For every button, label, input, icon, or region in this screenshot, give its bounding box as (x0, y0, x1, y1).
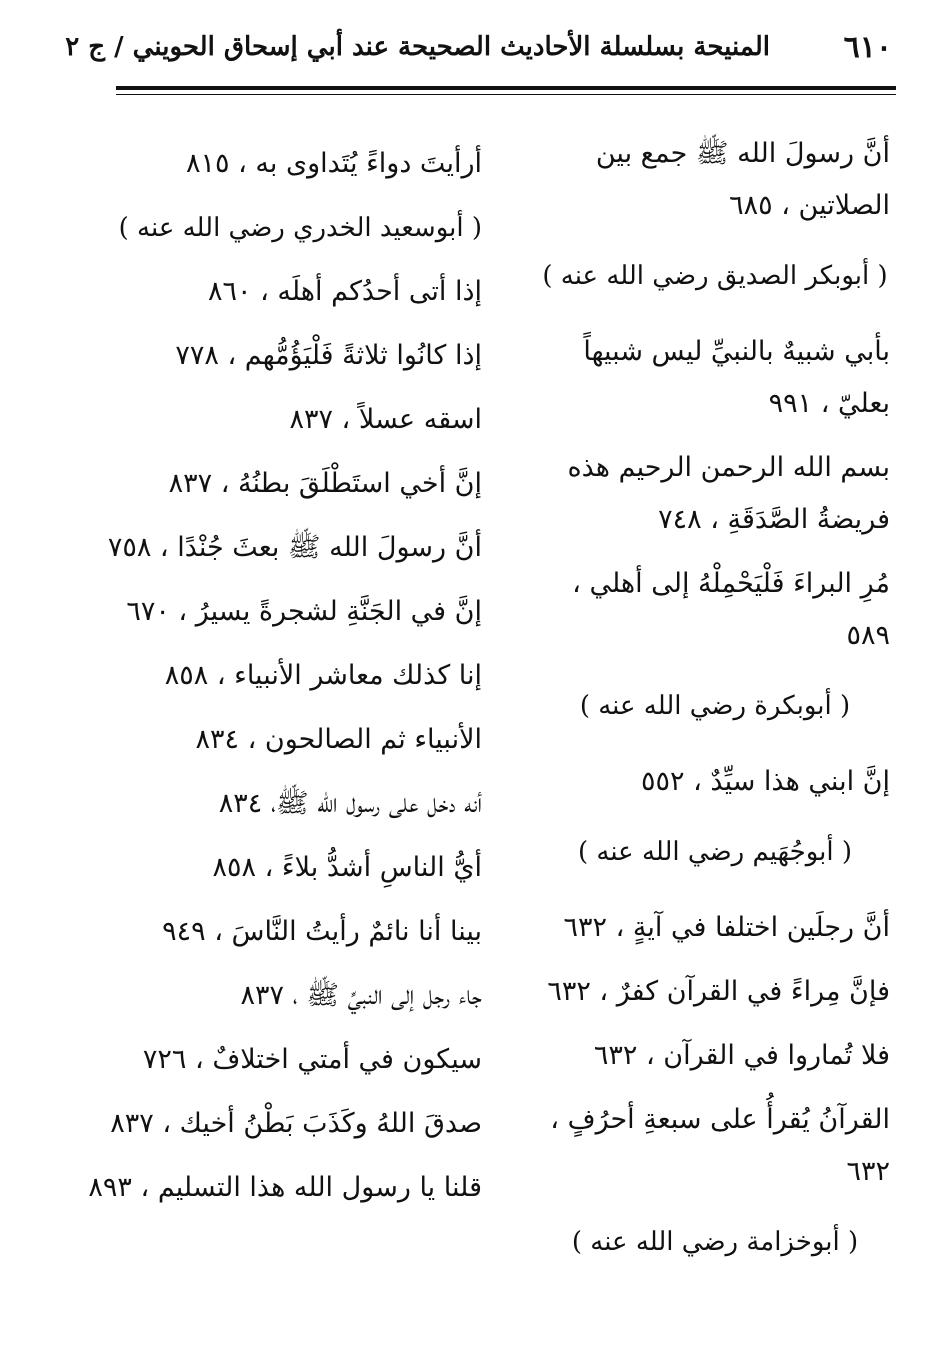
narrator-heading: ( أبوبكر الصديق رضي الله عنه ) (542, 261, 888, 291)
index-entry: أنه دخل على رسول الله ﷺ، ٨٣٤ (218, 788, 482, 819)
index-entry: بينا أنا نائمٌ رأيتُ النَّاسَ ، ٩٤٩ (162, 916, 482, 947)
page-number: ٦١٠ (843, 30, 892, 65)
narrator-heading: ( أبوبكرة رضي الله عنه ) (579, 691, 851, 721)
narrator-heading: ( أبوجُهَيم رضي الله عنه ) (577, 837, 852, 867)
index-entry: قلنا يا رسول الله هذا التسليم ، ٨٩٣ (88, 1172, 482, 1203)
index-entry: إنَّ في الجَنَّةِ لشجرةً يسيرُ ، ٦٧٠ (126, 596, 482, 627)
index-entry: إذا أتى أحدُكم أهلَه ، ٨٦٠ (207, 276, 482, 307)
index-entry: إنَّ ابني هذا سيِّدٌ ، ٥٥٢ (641, 766, 890, 797)
index-entry: صدقَ اللهُ وكَذَبَ بَطْنُ أخيك ، ٨٣٧ (110, 1108, 482, 1139)
index-entry: بسم الله الرحمن الرحيم هذه فريضةُ الصَّدَقَةِ ، ٧٤٨ (567, 452, 890, 535)
narrator-heading: ( أبوسعيد الخدري رضي الله عنه ) (118, 213, 482, 243)
index-entry: مُرِ البراءَ فَلْيَحْمِلْهُ إلى أهلي ، ٥٨٩ (572, 568, 890, 651)
header-rule-thin (116, 94, 896, 95)
index-entry: اسقه عسلاً ، ٨٣٧ (289, 404, 482, 435)
index-entry: فإنَّ مِراءً في القرآن كفرٌ ، ٦٣٢ (547, 976, 890, 1007)
index-entry: أنَّ رسولَ الله ﷺ بعثَ جُنْدًا ، ٧٥٨ (107, 532, 482, 563)
index-entry: القرآنُ يُقرأُ على سبعةِ أحرُفٍ ، ٦٣٢ (550, 1104, 890, 1187)
index-entry: أيُّ الناسِ أشدُّ بلاءً ، ٨٥٨ (212, 852, 482, 883)
running-title: المنيحة بسلسلة الأحاديث الصحيحة عند أبي إسحاق الحويني / ج ٢ (65, 32, 770, 62)
header-rule-thick (116, 86, 896, 90)
index-entry: إنا كذلك معاشر الأنبياء ، ٨٥٨ (164, 660, 482, 691)
index-entry: بأبي شبيهٌ بالنبيِّ ليس شبيهاً بعليّ ، ٩٩١ (583, 336, 890, 419)
index-entry: أرأيتَ دواءً يُتَداوى به ، ٨١٥ (186, 148, 482, 179)
index-entry: سيكون في أمتي اختلافٌ ، ٧٢٦ (142, 1044, 482, 1075)
index-entry: أنَّ رجلَين اختلفا في آيةٍ ، ٦٣٢ (563, 912, 890, 943)
index-entry: إنَّ أخي استَطْلَقَ بطنُهُ ، ٨٣٧ (168, 468, 482, 499)
index-entry: جاء رجل إلى النبيِّ ﷺ ، ٨٣٧ (240, 980, 482, 1011)
index-entry: إذا كانُوا ثلاثةً فَلْيَؤُمُّهم ، ٧٧٨ (175, 340, 482, 371)
narrator-heading: ( أبوخزامة رضي الله عنه ) (571, 1227, 859, 1257)
index-entry: أنَّ رسولَ الله ﷺ جمع بين الصلاتين ، ٦٨٥ (595, 138, 890, 221)
index-column-right (540, 128, 890, 1292)
index-entry: فلا تُماروا في القرآن ، ٦٣٢ (593, 1040, 890, 1071)
index-column-left (88, 138, 482, 1226)
index-entry: الأنبياء ثم الصالحون ، ٨٣٤ (195, 724, 482, 755)
